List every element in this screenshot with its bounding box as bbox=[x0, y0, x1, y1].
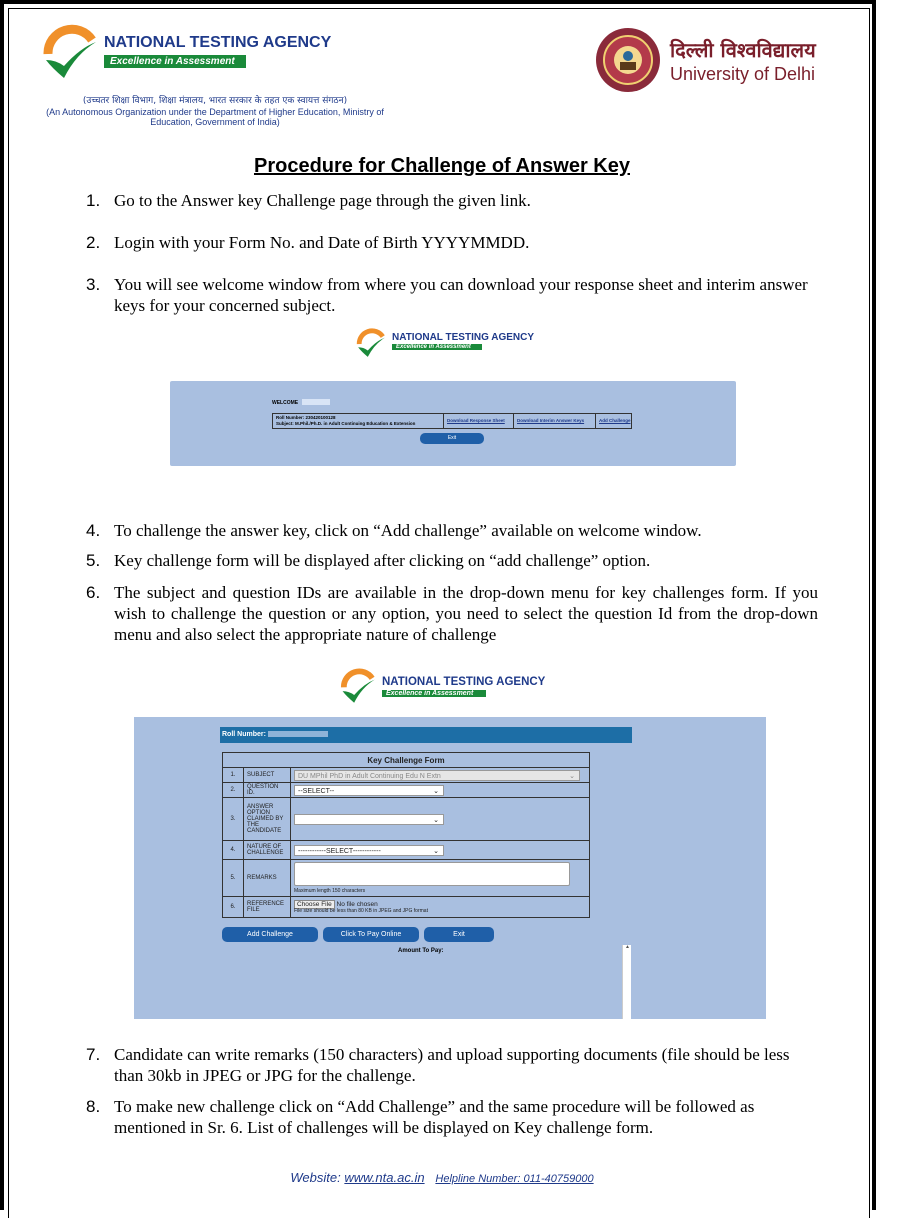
helpline-link[interactable]: Helpline Number: 011-40759000 bbox=[435, 1173, 594, 1185]
form-row-answer-option bbox=[223, 798, 590, 841]
step-7 bbox=[86, 1044, 806, 1088]
welcome-nta-name: NATIONAL TESTING AGENCY bbox=[392, 332, 535, 343]
download-interim-answer-keys-link[interactable]: Download Interim Answer Keys bbox=[513, 414, 584, 428]
scrollbar[interactable] bbox=[622, 945, 631, 1019]
du-hindi-name: दिल्ली विश्वविद्यालय bbox=[670, 38, 816, 62]
nta-english-line-1: (An Autonomous Organization under the Department of Higher Education, Ministry of bbox=[46, 107, 384, 117]
step-1 bbox=[86, 190, 816, 212]
du-seal-icon bbox=[594, 26, 662, 94]
welcome-name-field bbox=[302, 399, 330, 405]
question-id-cell bbox=[291, 783, 590, 798]
roll-number-bar bbox=[220, 727, 632, 743]
download-response-sheet-link[interactable]: Download Response Sheet bbox=[443, 414, 505, 428]
roll-number-line: Roll Number: 230420100128 bbox=[276, 415, 336, 420]
step-4 bbox=[86, 520, 826, 542]
step-text: Key challenge form will be displayed after clicking on “add challenge” option. bbox=[114, 551, 651, 570]
row-label: REFERENCE FILE bbox=[244, 897, 291, 918]
step-number: 8. bbox=[86, 1097, 101, 1116]
step-number: 7. bbox=[86, 1045, 101, 1064]
step-number: 6. bbox=[86, 583, 101, 602]
file-size-note: File size should be less than 80 KB in JPEG and JPG format bbox=[294, 907, 428, 914]
du-english-name: University of Delhi bbox=[670, 64, 816, 84]
scroll-up-icon: ▲ bbox=[625, 945, 630, 950]
nta-check-icon bbox=[340, 668, 376, 704]
step-5 bbox=[86, 550, 826, 572]
file-status: No file chosen bbox=[336, 900, 378, 908]
form-row-subject bbox=[223, 768, 590, 783]
form-nta-name: NATIONAL TESTING AGENCY bbox=[382, 676, 546, 688]
remarks-cell bbox=[291, 860, 590, 897]
row-label: NATURE OF CHALLENGE bbox=[244, 841, 291, 860]
du-seal bbox=[594, 26, 662, 94]
welcome-nta-tagline: Excellence in Assessment bbox=[392, 344, 482, 350]
step-text: Login with your Form No. and Date of Birth YYYYMMDD. bbox=[114, 233, 530, 252]
add-challenge-link[interactable]: Add Challenge bbox=[595, 414, 631, 428]
step-3 bbox=[86, 274, 816, 318]
footer bbox=[0, 1170, 884, 1185]
row-number: 1. bbox=[223, 768, 244, 783]
step-text: Candidate can write remarks (150 characters) and upload supporting documents (file should be less than 30kb in JPEG or JPG for the challenge. bbox=[114, 1045, 790, 1085]
row-label: QUESTION ID. bbox=[244, 783, 291, 798]
subject-select-value: DU MPhil PhD in Adult Continuing Edu N Extn bbox=[298, 772, 441, 780]
subject-cell bbox=[291, 768, 590, 783]
add-challenge-button[interactable]: Add Challenge bbox=[222, 927, 318, 942]
nature-of-challenge-select[interactable] bbox=[294, 845, 444, 856]
welcome-exit-button[interactable]: Exit bbox=[420, 433, 484, 444]
page-title: Procedure for Challenge of Answer Key bbox=[253, 155, 630, 177]
step-6 bbox=[86, 582, 818, 648]
roll-number-value bbox=[268, 731, 328, 737]
subject-select[interactable] bbox=[294, 770, 580, 781]
form-row-remarks bbox=[223, 860, 590, 897]
nta-name: NATIONAL TESTING AGENCY bbox=[104, 34, 332, 51]
chevron-down-icon: ⌄ bbox=[433, 787, 439, 795]
step-2 bbox=[86, 232, 816, 254]
answer-option-select[interactable] bbox=[294, 814, 444, 825]
welcome-label: WELCOME bbox=[272, 400, 299, 406]
subject-line: Subject: M.Phil./Ph.D. in Adult Continuing Education & Extension bbox=[276, 421, 416, 426]
step-text: Go to the Answer key Challenge page through the given link. bbox=[114, 191, 531, 210]
row-number: 4. bbox=[223, 841, 244, 860]
welcome-panel bbox=[170, 381, 736, 466]
answer-option-cell bbox=[291, 798, 590, 841]
row-number: 6. bbox=[223, 897, 244, 918]
step-number: 4. bbox=[86, 521, 101, 540]
welcome-screenshot bbox=[170, 324, 736, 468]
nta-english-line-2: Education, Government of India) bbox=[150, 117, 280, 127]
nta-hindi-line: (उच्चतर शिक्षा विभाग, शिक्षा मंत्रालय, भारत सरकार के तहत एक स्वायत्त संगठन) bbox=[82, 96, 348, 106]
row-number: 3. bbox=[223, 798, 244, 841]
chevron-down-icon: ⌄ bbox=[569, 772, 575, 780]
row-number: 5. bbox=[223, 860, 244, 897]
step-text: You will see welcome window from where you can download your response sheet and interim answer keys for your concerned subject. bbox=[114, 275, 808, 315]
nta-logo bbox=[42, 24, 98, 80]
step-number: 1. bbox=[86, 191, 101, 210]
key-challenge-form bbox=[222, 752, 590, 918]
row-label: SUBJECT bbox=[244, 768, 291, 783]
question-id-select[interactable] bbox=[294, 785, 444, 796]
step-text: To make new challenge click on “Add Challenge” and the same procedure will be followed as mentioned in Sr. 6. List of challenges will be displayed on Key challenge form. bbox=[114, 1097, 755, 1137]
welcome-nta-logo bbox=[356, 328, 386, 358]
row-label: REMARKS bbox=[244, 860, 291, 897]
reference-file-cell bbox=[291, 897, 590, 918]
welcome-info-table bbox=[272, 413, 632, 429]
nta-check-icon bbox=[42, 24, 98, 80]
form-row-question-id bbox=[223, 783, 590, 798]
form-row-nature bbox=[223, 841, 590, 860]
choose-file-button[interactable]: Choose File bbox=[294, 900, 335, 909]
pay-online-button[interactable]: Click To Pay Online bbox=[323, 927, 419, 942]
remarks-note: Maximum length 150 characters bbox=[294, 888, 366, 894]
form-nta-tagline: Excellence in Assessment bbox=[382, 690, 486, 697]
form-row-reference-file bbox=[223, 897, 590, 918]
step-number: 2. bbox=[86, 233, 101, 252]
nta-tagline: Excellence in Assessment bbox=[104, 55, 246, 68]
chevron-down-icon: ⌄ bbox=[433, 816, 439, 824]
step-8 bbox=[86, 1096, 806, 1140]
website-label: Website: bbox=[290, 1170, 341, 1185]
step-text: The subject and question IDs are available in the drop-down menu for key challenges form. If you wish to challenge the question or any option, you need to select the question Id from the drop-down menu and also select the appropriate nature of challenge bbox=[114, 583, 818, 644]
step-text: To challenge the answer key, click on “Add challenge” available on welcome window. bbox=[114, 521, 702, 540]
exit-button[interactable]: Exit bbox=[424, 927, 494, 942]
form-title: Key Challenge Form bbox=[223, 753, 590, 768]
amount-to-pay-label: Amount To Pay: bbox=[398, 948, 444, 954]
form-panel bbox=[134, 717, 766, 1019]
step-number: 5. bbox=[86, 551, 101, 570]
chevron-down-icon: ⌄ bbox=[433, 847, 439, 855]
remarks-textarea[interactable] bbox=[294, 862, 570, 886]
form-screenshot-logo bbox=[340, 668, 376, 704]
roll-number-label: Roll Number: bbox=[222, 731, 266, 738]
row-number: 2. bbox=[223, 783, 244, 798]
nature-select-value: ------------SELECT------------ bbox=[298, 847, 381, 855]
nta-check-icon bbox=[356, 328, 386, 358]
row-label: ANSWER OPTION CLAIMED BY THE CANDIDATE bbox=[244, 798, 291, 841]
step-number: 3. bbox=[86, 275, 101, 294]
website-link[interactable]: www.nta.ac.in bbox=[344, 1170, 425, 1185]
nature-cell bbox=[291, 841, 590, 860]
question-id-select-value: --SELECT-- bbox=[298, 787, 335, 795]
